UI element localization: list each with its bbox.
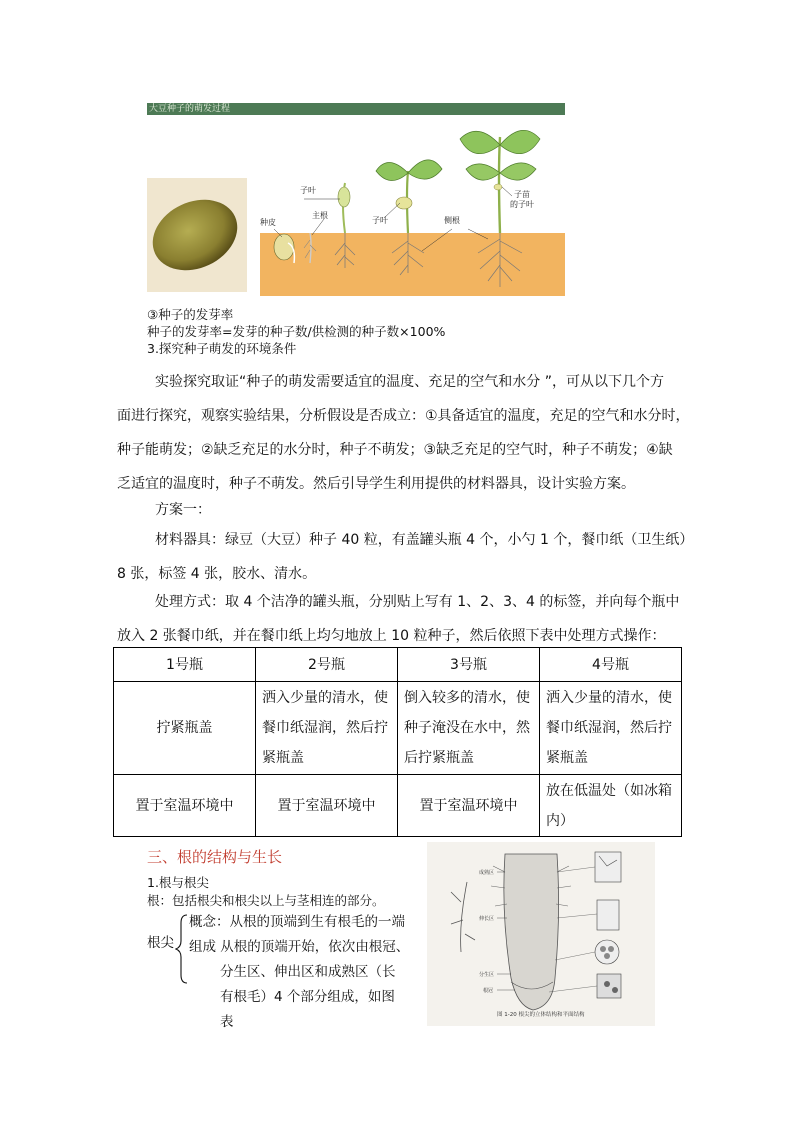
cell-line: 内） <box>546 812 574 829</box>
para-line: 材料器具：绿豆（大豆）种子 40 粒，有盖罐头瓶 4 个，小勺 1 个，餐巾纸（卫生纸） <box>155 532 694 548</box>
header-jar-4: 4号瓶 <box>540 648 682 682</box>
composition-line: 表 <box>220 1014 234 1030</box>
cell: 拧紧瓶盖 <box>114 682 256 775</box>
label-seedling-a: 子苗 <box>514 190 530 199</box>
header-jar-1: 1号瓶 <box>114 648 256 682</box>
cell-line: 餐巾纸湿润，然后拧 <box>546 720 672 736</box>
section-title: 三、根的结构与生长 <box>147 848 283 866</box>
label-seedling-b: 的子叶 <box>510 200 534 209</box>
root-label: 分生区 <box>479 972 495 978</box>
cell-line: 后拧紧瓶盖 <box>404 750 474 766</box>
seed-illustration <box>147 178 247 292</box>
table-row <box>114 682 682 775</box>
materials-paragraph <box>117 523 697 591</box>
label-lateral-root: 侧根 <box>444 216 460 225</box>
root-figure-caption: 图 1-20 根尖的立体结构和平面结构 <box>497 1012 585 1018</box>
cell-line: 种子淹没在水中，然 <box>404 720 530 736</box>
para-line: 8 张，标签 4 张，胶水、清水。 <box>117 566 317 582</box>
para-line: 乏适宜的温度时，种子不萌发。然后引导学生利用提供的材料器具，设计实验方案。 <box>117 476 635 492</box>
intro-paragraph <box>117 365 697 501</box>
root-tip-composition <box>189 935 419 1035</box>
table-header-row <box>114 648 682 682</box>
cell-line: 餐巾纸湿润，然后拧 <box>262 720 388 736</box>
explore-heading: 3.探究种子萌发的环境条件 <box>147 341 297 356</box>
para-line: 放入 2 张餐巾纸，并在餐巾纸上均匀地放上 10 粒种子，然后依照下表中处理方式操作： <box>117 628 666 644</box>
label-cotyledon-1: 子叶 <box>300 186 316 195</box>
root-tip-concept: 概念：从根的顶端到生有根毛的一端 <box>189 914 405 930</box>
soybean-seed-photo <box>147 178 247 292</box>
brace-label: 根尖 <box>147 935 174 951</box>
composition-line: 组成 从根的顶端开始，依次由根冠、 <box>189 939 410 955</box>
cell: 置于室温环境中 <box>256 775 398 837</box>
label-cotyledon-2: 子叶 <box>372 216 388 225</box>
table-row <box>114 775 682 837</box>
cell <box>540 682 682 775</box>
cell <box>540 775 682 837</box>
cell-line: 紧瓶盖 <box>546 750 588 766</box>
cell-line: 倒入较多的清水，使 <box>404 690 530 706</box>
root-label: 成熟区 <box>479 870 495 876</box>
root-tip-figure <box>427 842 655 1026</box>
figure-banner <box>147 103 565 115</box>
cell-line: 紧瓶盖 <box>262 750 304 766</box>
composition-line: 有根毛）4 个部分组成，如图 <box>220 989 395 1005</box>
cell: 置于室温环境中 <box>114 775 256 837</box>
para-line: 实验探究取证“种子的萌发需要适宜的温度、充足的空气和水分 ”，可从以下几个方 <box>155 374 664 390</box>
cell <box>398 682 540 775</box>
header-jar-3: 3号瓶 <box>398 648 540 682</box>
root-label: 根冠 <box>483 988 494 994</box>
cell-line: 洒入少量的清水，使 <box>262 690 388 706</box>
composition-line: 分生区、伸出区和成熟区（长 <box>220 964 396 980</box>
process-paragraph <box>117 585 697 653</box>
figure-banner-title: 大豆种子的萌发过程 <box>149 104 231 114</box>
germination-rate-formula: 种子的发芽率=发芽的种子数/供检测的种子数×100% <box>147 324 446 339</box>
plan-heading: 方案一： <box>155 502 211 518</box>
root-definition: 根：包括根尖和根尖以上与茎相连的部分。 <box>147 893 385 908</box>
germination-diagram <box>260 115 565 297</box>
curly-brace-icon <box>175 914 189 986</box>
cell <box>256 682 398 775</box>
label-seed-coat: 种皮 <box>260 218 276 227</box>
cell-line: 洒入少量的清水，使 <box>546 690 672 706</box>
root-label: 伸长区 <box>479 916 495 922</box>
germination-rate-heading: ③种子的发芽率 <box>147 307 234 322</box>
para-line: 面进行探究，观察实验结果，分析假设是否成立：①具备适宜的温度，充足的空气和水分时， <box>117 408 690 424</box>
para-line: 处理方式：取 4 个洁净的罐头瓶，分别贴上写有 1、2、3、4 的标签，并向每个瓶中 <box>155 594 680 610</box>
header-jar-2: 2号瓶 <box>256 648 398 682</box>
cell-line: 放在低温处（如冰箱 <box>546 782 672 799</box>
para-line: 种子能萌发；②缺乏充足的水分时，种子不萌发；③缺乏充足的空气时，种子不萌发；④缺 <box>117 442 673 458</box>
cell: 置于室温环境中 <box>398 775 540 837</box>
label-radicle: 主根 <box>312 211 328 220</box>
experiment-table <box>113 647 682 837</box>
subsection-title: 1.根与根尖 <box>147 875 209 890</box>
